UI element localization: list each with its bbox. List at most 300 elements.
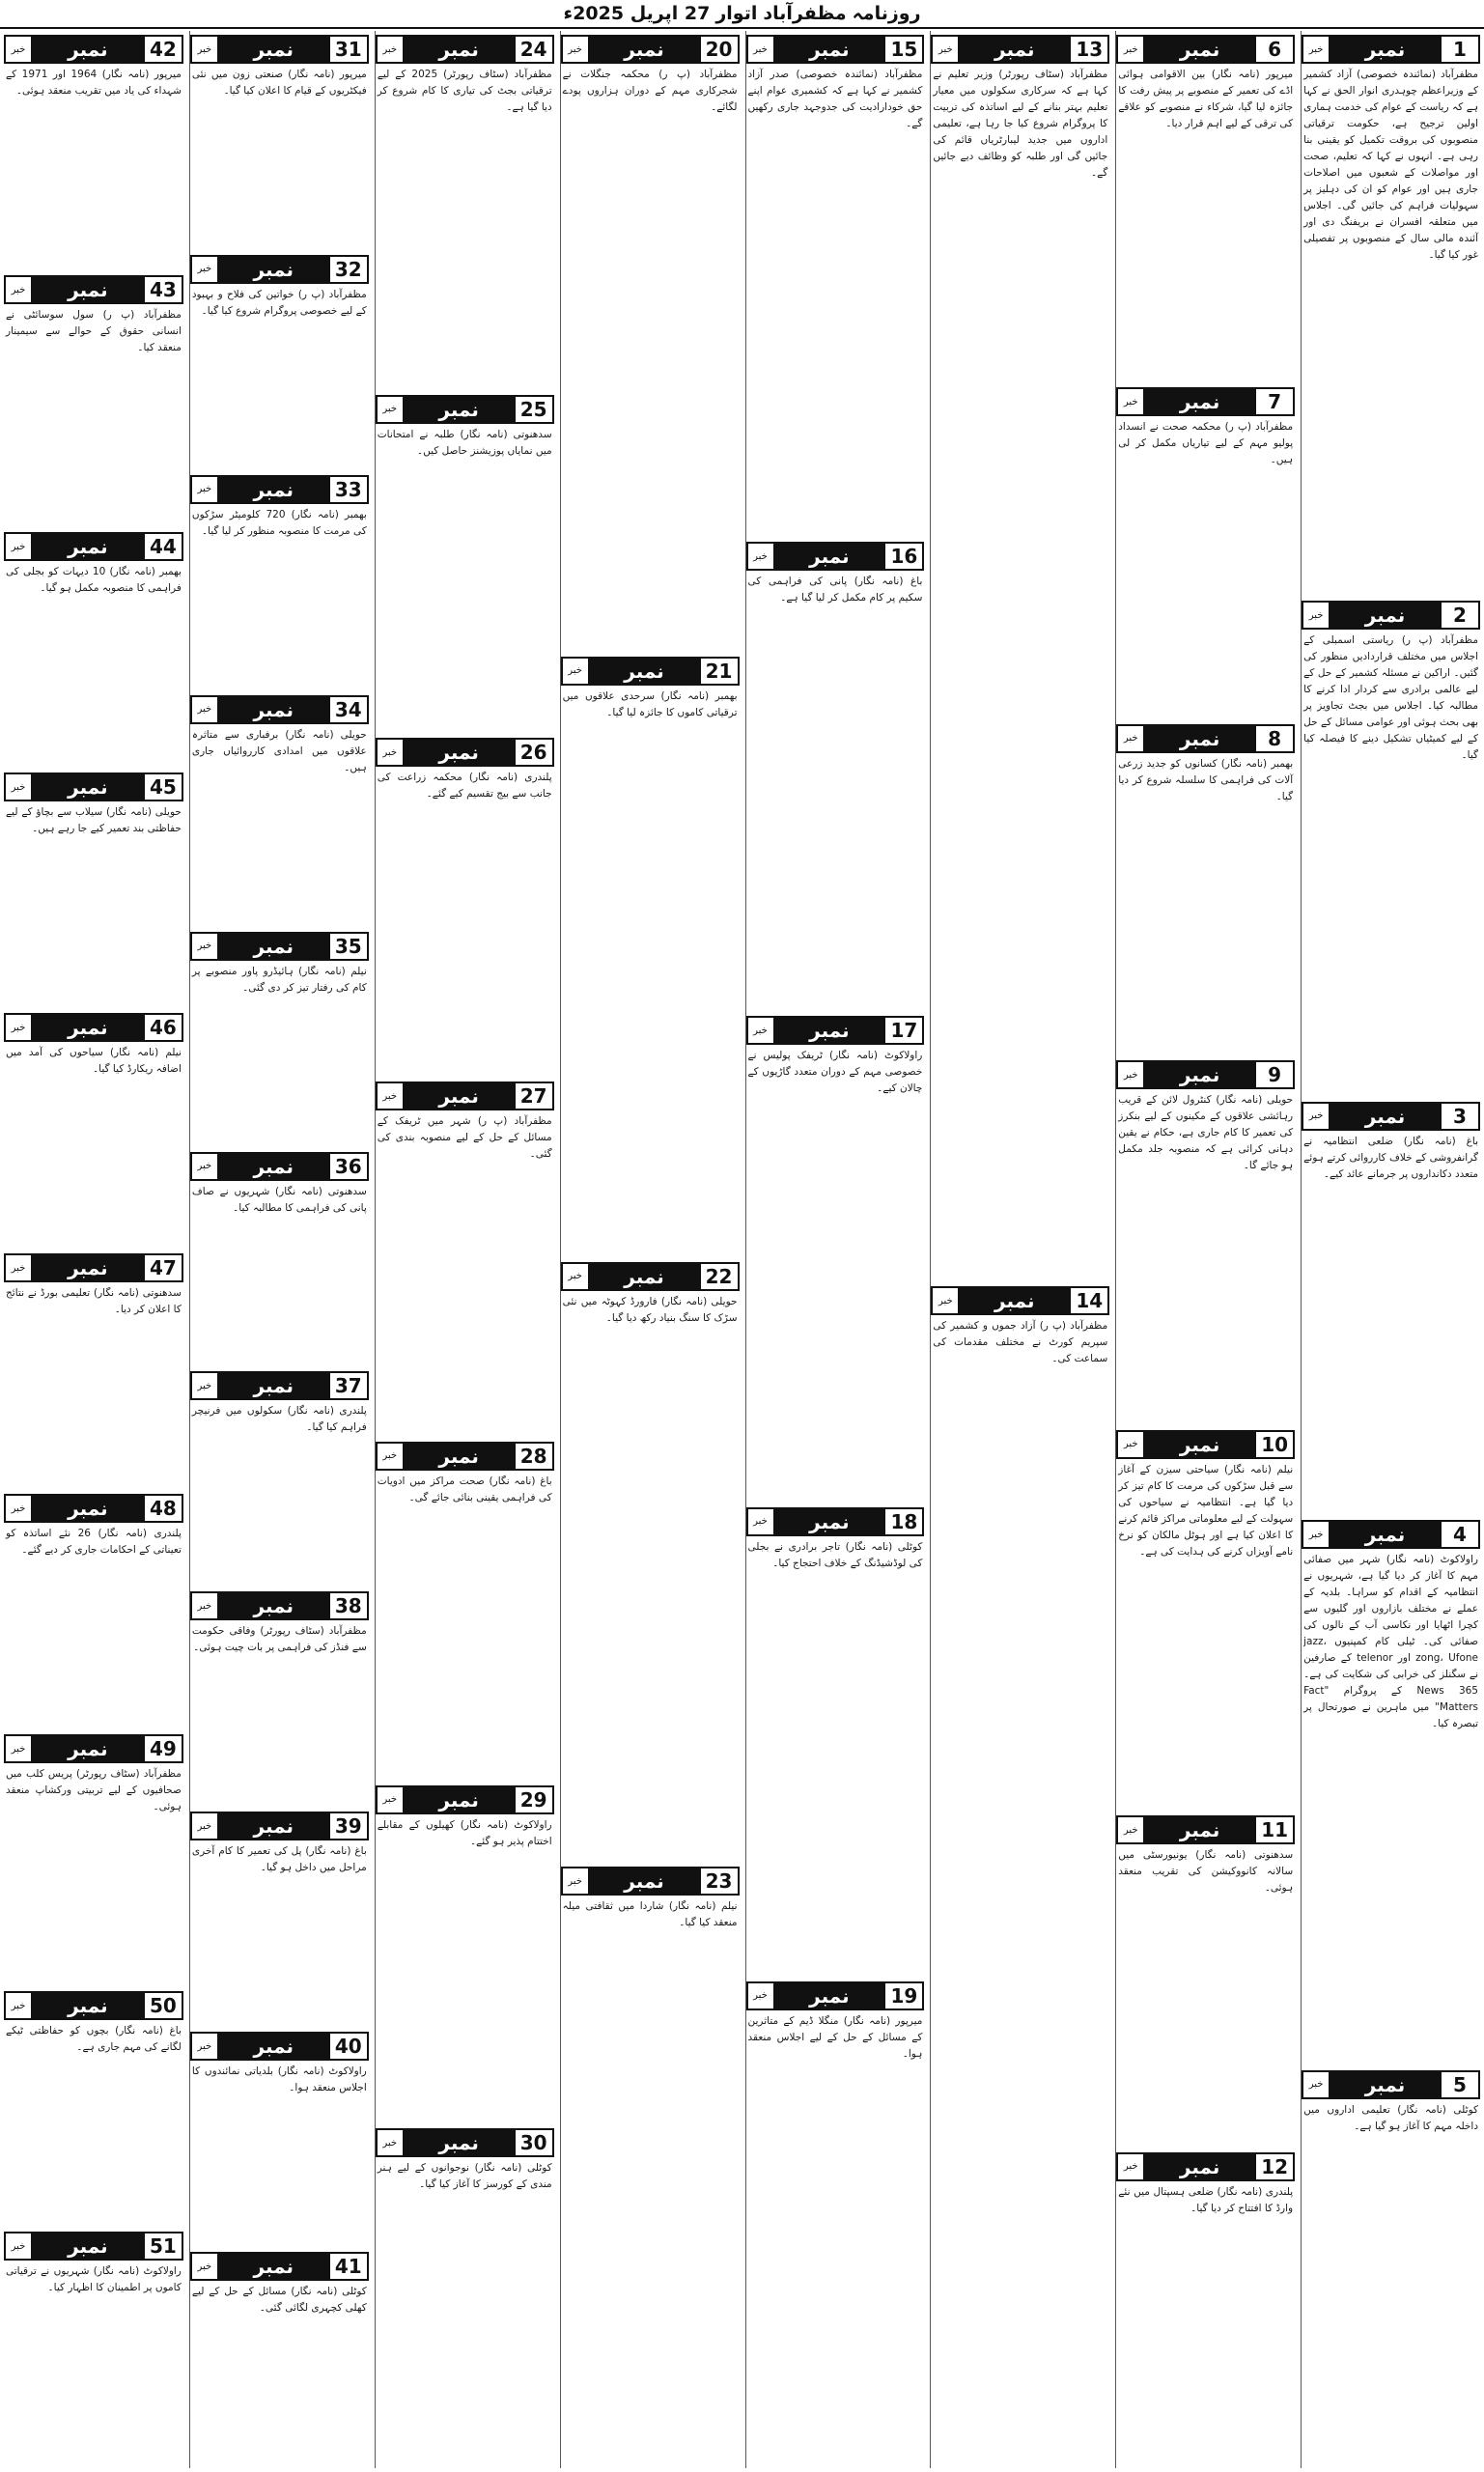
news-item-header [1302, 2070, 1480, 2099]
news-item-text: بھمبر (نامہ نگار) 720 کلومیٹر سڑکوں کی مرمت کا منصوبہ منظور کر لیا گیا۔ [191, 508, 367, 537]
news-column [1301, 31, 1480, 2468]
news-item-header [376, 2128, 554, 2157]
news-item-header [376, 1785, 554, 1814]
news-item-text: سدھنوتی (نامہ نگار) تعلیمی بورڈ نے نتائج کا اعلان کر دیا۔ [6, 1287, 182, 1315]
news-item-header [4, 275, 183, 304]
news-item-number: 37 [328, 1371, 369, 1400]
news-item-number: 40 [328, 2032, 369, 2061]
news-item-label: نمبر [253, 1594, 294, 1618]
news-item-tag: خبر [376, 1785, 405, 1814]
news-item-tag: خبر [376, 395, 405, 424]
news-item-text: پلندری (نامہ نگار) ضلعی ہسپتال میں نئے وارڈ کا افتتاح کر دیا گیا۔ [1118, 2185, 1294, 2214]
news-item-label: نمبر [253, 38, 294, 61]
news-item-text: میرپور (نامہ نگار) صنعتی زون میں نئی فیکٹریوں کے قیام کا اعلان کیا گیا۔ [191, 69, 367, 97]
news-columns [4, 31, 1480, 2468]
news-item [4, 1490, 183, 1730]
news-item-tag: خبر [931, 35, 960, 64]
news-item [190, 2248, 369, 2468]
news-item-label: نمبر [1179, 390, 1220, 414]
news-column [745, 31, 925, 2468]
news-item-text: حویلی (نامہ نگار) کنٹرول لائن کے قریب رہائشی علاقوں کے مکینوں کے لیے بنکرز کی تعمیر کا کام جاری ہے، حکام نے یقین دہانی کرائی ہے کہ منصوبہ جلد مکمل ہو جائے گا۔ [1118, 1094, 1294, 1172]
news-item-number: 29 [514, 1785, 554, 1814]
news-item-text: سدھنوتی (نامہ نگار) طلبہ نے امتحانات میں نمایاں پوزیشنز حاصل کیں۔ [377, 428, 552, 457]
news-column [4, 31, 183, 2468]
news-item-label: نمبر [1364, 2072, 1406, 2096]
news-item-header [4, 2232, 183, 2261]
news-item-number: 7 [1254, 387, 1295, 416]
news-item [4, 528, 183, 769]
news-item-number: 42 [143, 35, 183, 64]
news-item-number: 38 [328, 1591, 369, 1620]
news-item-text: میرپور (نامہ نگار) منگلا ڈیم کے متاثرین کے مسائل کے حل کے لیے اجلاس منعقد ہوا۔ [747, 2014, 923, 2060]
news-item-tag: خبر [190, 2252, 219, 2281]
news-item-tag: خبر [1302, 1520, 1330, 1549]
news-item-label: نمبر [1364, 1104, 1406, 1128]
news-item-number: 5 [1440, 2070, 1480, 2099]
news-item-label: نمبر [68, 1256, 108, 1279]
news-item-label: نمبر [438, 38, 479, 61]
news-item-label: نمبر [1179, 1063, 1220, 1087]
news-item-label: نمبر [253, 477, 294, 501]
news-item-label: نمبر [68, 775, 108, 799]
news-item-label: نمبر [253, 1154, 294, 1178]
news-item-text: پلندری (نامہ نگار) محکمہ زراعت کی جانب سے بیج تقسیم کیے گئے۔ [377, 772, 552, 801]
news-item-label: نمبر [809, 38, 850, 61]
news-item-header [931, 35, 1109, 64]
news-item-tag: خبر [1302, 1102, 1330, 1131]
news-item-header [190, 695, 369, 724]
news-item-number: 23 [699, 1867, 740, 1896]
news-item-header [4, 1494, 183, 1523]
news-item-text: باغ (نامہ نگار) بچوں کو حفاظتی ٹیکے لگانے کی مہم جاری ہے۔ [6, 2025, 182, 2053]
news-item-header [1116, 724, 1295, 753]
news-item [4, 769, 183, 1009]
news-item [746, 538, 925, 1012]
news-item-text: پلندری (نامہ نگار) 26 نئے اساتذہ کو تعیناتی کے احکامات جاری کر دیے گئے۔ [6, 1528, 182, 1556]
news-item-header [1116, 1060, 1295, 1089]
news-item [190, 251, 369, 471]
news-item-text: مظفرآباد (سٹاف رپورٹر) پریس کلب میں صحافیوں کے لیے تربیتی ورکشاپ منعقد ہوئی۔ [6, 1768, 182, 1812]
news-item-number: 26 [514, 738, 554, 767]
news-item-tag: خبر [561, 1867, 590, 1896]
news-item-header [561, 1262, 740, 1291]
news-item-tag: خبر [1116, 35, 1145, 64]
news-item-number: 4 [1440, 1520, 1480, 1549]
news-item-label: نمبر [624, 38, 664, 61]
masthead-title: مظفرآباد [763, 3, 847, 24]
news-item-number: 2 [1440, 601, 1480, 630]
news-item [190, 928, 369, 1148]
news-item [376, 2124, 554, 2468]
news-item-text: راولاکوٹ (نامہ نگار) ٹریفک پولیس نے خصوصی مہم کے دوران متعدد گاڑیوں کے چالان کیے۔ [747, 1050, 923, 1095]
news-item-header [376, 1082, 554, 1110]
news-item-tag: خبر [190, 1371, 219, 1400]
news-item-number: 10 [1254, 1430, 1295, 1459]
news-item [746, 1503, 925, 1978]
news-item-header [1116, 1430, 1295, 1459]
news-item-label: نمبر [68, 535, 108, 558]
masthead-paper: روزنامہ [852, 3, 921, 24]
news-item [4, 271, 183, 528]
news-item-number: 25 [514, 395, 554, 424]
news-item-tag: خبر [746, 35, 775, 64]
news-item-number: 3 [1440, 1102, 1480, 1131]
news-item-number: 20 [699, 35, 740, 64]
news-item-number: 9 [1254, 1060, 1295, 1089]
news-item-label: نمبر [68, 38, 108, 61]
news-item-label: نمبر [1364, 604, 1406, 628]
news-item-number: 15 [883, 35, 924, 64]
news-item-header [190, 255, 369, 284]
news-item-label: نمبر [253, 257, 294, 281]
news-item-number: 31 [328, 35, 369, 64]
news-item-header [1302, 1520, 1480, 1549]
news-item-number: 19 [883, 1981, 924, 2010]
news-item-tag: خبر [1302, 35, 1330, 64]
news-item-tag: خبر [4, 1494, 33, 1523]
news-item-number: 16 [883, 542, 924, 571]
news-item-tag: خبر [190, 695, 219, 724]
news-item-text: نیلم (نامہ نگار) سیاحتی سیزن کے آغاز سے قبل سڑکوں کی مرمت کا کام تیز کر دیا گیا ہے۔ انتظامیہ نے سیاحوں کی سہولت کے لیے معلوماتی مراکز قائم کرنے کا اعلان کیا ہے اور ہوٹل مالکان کو نرخ نامے آویزاں کرنے کی ہدایت کی ہے۔ [1118, 1463, 1294, 1558]
news-item [190, 31, 369, 251]
news-item-header [4, 35, 183, 64]
news-item-text: مظفرآباد (پ ر) شہر میں ٹریفک کے مسائل کے حل کے لیے منصوبہ بندی کی گئی۔ [377, 1115, 552, 1161]
news-item-label: نمبر [1179, 38, 1220, 61]
news-item [1302, 31, 1480, 597]
news-item-label: نمبر [1364, 1523, 1406, 1547]
news-item [1302, 1516, 1480, 2065]
news-item [1302, 597, 1480, 1097]
news-item-label: نمبر [438, 1444, 479, 1468]
news-item [190, 471, 369, 691]
news-item-label: نمبر [438, 1787, 479, 1812]
news-item-text: میرپور (نامہ نگار) 1964 اور 1971 کے شہداء کی یاد میں تقریب منعقد ہوئی۔ [6, 69, 182, 97]
news-item-tag: خبر [190, 35, 219, 64]
news-item [1302, 2066, 1480, 2468]
news-item-label: نمبر [1179, 1432, 1220, 1456]
news-item-number: 48 [143, 1494, 183, 1523]
news-item-header [376, 395, 554, 424]
news-item-label: نمبر [809, 1509, 850, 1533]
news-item-label: نمبر [68, 278, 108, 301]
news-item [190, 2028, 369, 2248]
news-item-tag: خبر [4, 1013, 33, 1042]
news-item-label: نمبر [438, 741, 479, 765]
news-item-tag: خبر [1116, 724, 1145, 753]
news-item-header [1116, 387, 1295, 416]
news-item-text: نیلم (نامہ نگار) ہائیڈرو پاور منصوبے پر کام کی رفتار تیز کر دی گئی۔ [191, 965, 367, 994]
news-item-tag: خبر [376, 35, 405, 64]
news-item [376, 1782, 554, 2125]
news-item-number: 24 [514, 35, 554, 64]
news-item-tag: خبر [190, 1152, 219, 1181]
news-item-text: کوٹلی (نامہ نگار) مسائل کے حل کے لیے کھلی کچہری لگائی گئی۔ [191, 2286, 367, 2315]
news-item-tag: خبر [190, 1591, 219, 1620]
news-item [746, 1012, 925, 1503]
news-item-label: نمبر [253, 697, 294, 721]
news-item-label: نمبر [253, 934, 294, 958]
news-item-label: نمبر [809, 545, 850, 569]
news-item-tag: خبر [190, 255, 219, 284]
news-item-number: 41 [328, 2252, 369, 2281]
news-item-text: سدھنوتی (نامہ نگار) شہریوں نے صاف پانی کی فراہمی کا مطالبہ کیا۔ [191, 1185, 367, 1214]
news-item-text: مظفرآباد (پ ر) آزاد جموں و کشمیر کی سپریم کورٹ نے مختلف مقدمات کی سماعت کی۔ [933, 1320, 1108, 1364]
news-item-text: مظفرآباد (پ ر) سول سوسائٹی نے انسانی حقوق کے حوالے سے سیمینار منعقد کیا۔ [6, 309, 182, 353]
news-item-number: 45 [143, 772, 183, 801]
news-item-header [190, 2252, 369, 2281]
masthead [0, 0, 1484, 29]
news-item-number: 6 [1254, 35, 1295, 64]
news-item-header [561, 657, 740, 686]
news-item-text: باغ (نامہ نگار) پل کی تعمیر کا کام آخری مراحل میں داخل ہو گیا۔ [191, 1845, 367, 1874]
news-item [4, 1730, 183, 1987]
news-item-text: نیلم (نامہ نگار) شاردا میں ثقافتی میلہ منعقد کیا گیا۔ [562, 1900, 738, 1929]
news-item-text: مظفرآباد (پ ر) ریاستی اسمبلی کے اجلاس میں مختلف قراردادیں منظور کی گئیں۔ اراکین نے مسئلہ کشمیر کے حل کے لیے عالمی برادری سے کردار ادا کرنے کا مطالبہ کیا۔ اجلاس میں بجٹ تجاویز پر بھی بحث ہوئی اور عوامی مسائل کے حل کے لیے کمیٹیاں تشکیل دینے کا فیصلہ کیا گیا۔ [1303, 634, 1478, 762]
news-item [190, 1367, 369, 1587]
news-item-number: 13 [1069, 35, 1109, 64]
news-item-header [190, 2032, 369, 2061]
news-item-tag: خبر [190, 1812, 219, 1840]
news-item-header [746, 1016, 925, 1045]
news-item-text: راولاکوٹ (نامہ نگار) شہر میں صفائی مہم کا آغاز کر دیا گیا ہے، شہریوں نے انتظامیہ کے اقدام کو سراہا۔ بلدیہ کے عملے نے مختلف بازاروں اور گلیوں سے کچرا اٹھایا اور نکاسی آب کے نالوں کی صفائی کی۔ ٹیلی کام کمپنیوں jazz، zong، Ufone اور telenor کے صارفین نے سگنلز کی خرابی کی شکایت کی ہے۔ News 365 کے پروگرام "Fact Matters" میں ماہرین نے صورتحال پر تبصرہ کیا۔ [1303, 1554, 1478, 1730]
news-item-label: نمبر [438, 1084, 479, 1109]
news-item-text: مظفرآباد (نمائندہ خصوصی) آزاد کشمیر کے وزیراعظم چوہدری انوار الحق نے کہا ہے کہ ریاست کے عوام کی خدمت ہماری اولین ترجیح ہے، حکومت ترقیاتی منصوبوں کی بروقت تکمیل کو یقینی بنا رہی ہے۔ انہوں نے کہا کہ تعلیم، صحت اور مواصلات کے شعبوں میں اصلاحات جاری ہیں اور عوام کو ان کی دہلیز پر سہولیات فراہم کی جائیں گی۔ اجلاس میں متعلقہ افسران نے بریفنگ دی اور آئندہ مالی سال کے منصوبوں پر تفصیلی غور کیا گیا۔ [1303, 69, 1478, 261]
news-column [375, 31, 554, 2468]
news-item [561, 1258, 740, 1864]
news-item-text: مظفرآباد (پ ر) محکمہ صحت نے انسداد پولیو مہم کے لیے تیاریاں مکمل کر لی ہیں۔ [1118, 421, 1294, 466]
news-item [4, 2228, 183, 2468]
news-item-text: حویلی (نامہ نگار) برفباری سے متاثرہ علاقوں میں امدادی کارروائیاں جاری ہیں۔ [191, 728, 367, 773]
news-item [561, 1863, 740, 2468]
news-item-label: نمبر [68, 1497, 108, 1520]
news-item-number: 49 [143, 1734, 183, 1763]
news-item-number: 1 [1440, 35, 1480, 64]
news-item [561, 653, 740, 1258]
news-item [4, 1250, 183, 1490]
news-item [190, 1587, 369, 1808]
news-item-number: 46 [143, 1013, 183, 1042]
news-item-label: نمبر [624, 659, 664, 683]
news-item [376, 391, 554, 735]
news-item-text: مظفرآباد (سٹاف رپورٹر) وزیر تعلیم نے کہا ہے کہ سرکاری سکولوں میں معیار تعلیم بہتر بنانے کے لیے اساتذہ کی تربیت کا پروگرام شروع کیا جا رہا ہے، تعلیمی اداروں میں جدید لیبارٹریاں قائم کی جائیں گی اور طلبہ کو وظائف دیے جائیں گے۔ [933, 69, 1108, 179]
news-item-header [1116, 1815, 1295, 1844]
news-item-text: راولاکوٹ (نامہ نگار) شہریوں نے ترقیاتی کاموں پر اطمینان کا اظہار کیا۔ [6, 2265, 182, 2293]
news-item-label: نمبر [624, 1264, 664, 1288]
news-item-text: بھمبر (نامہ نگار) 10 دیہات کو بجلی کی فراہمی کا منصوبہ مکمل ہو گیا۔ [6, 566, 182, 594]
news-item-label: نمبر [438, 397, 479, 421]
news-item-text: کوٹلی (نامہ نگار) تعلیمی اداروں میں داخلہ مہم کا آغاز ہو گیا ہے۔ [1303, 2103, 1478, 2132]
news-item-header [190, 475, 369, 504]
news-item [1116, 720, 1295, 1056]
news-item-text: مظفرآباد (سٹاف رپورٹر) وفاقی حکومت سے فنڈز کی فراہمی پر بات چیت ہوئی۔ [191, 1625, 367, 1654]
news-item-header [376, 738, 554, 767]
news-item-number: 8 [1254, 724, 1295, 753]
news-item-number: 44 [143, 532, 183, 561]
news-item-tag: خبر [1116, 1430, 1145, 1459]
news-item-text: راولاکوٹ (نامہ نگار) بلدیاتی نمائندوں کا اجلاس منعقد ہوا۔ [191, 2065, 367, 2094]
news-item [376, 1438, 554, 1782]
news-item [746, 1978, 925, 2468]
news-item-header [4, 1013, 183, 1042]
news-item-number: 17 [883, 1016, 924, 1045]
news-item-header [4, 1991, 183, 2020]
news-item-tag: خبر [376, 738, 405, 767]
news-column [189, 31, 369, 2468]
news-item-header [746, 542, 925, 571]
news-item-label: نمبر [68, 1994, 108, 2017]
news-item [4, 1987, 183, 2228]
news-item-tag: خبر [746, 1981, 775, 2010]
news-item-label: نمبر [624, 1869, 664, 1894]
news-item-text: بھمبر (نامہ نگار) سرحدی علاقوں میں ترقیاتی کاموں کا جائزہ لیا گیا۔ [562, 689, 738, 718]
news-item-number: 30 [514, 2128, 554, 2157]
news-item-header [1302, 1102, 1480, 1131]
news-item [746, 31, 925, 538]
news-item-header [4, 1734, 183, 1763]
news-item-label: نمبر [809, 1983, 850, 2008]
news-item-tag: خبر [561, 657, 590, 686]
news-item-label: نمبر [1179, 2154, 1220, 2178]
news-item-tag: خبر [1116, 1815, 1145, 1844]
news-item-tag: خبر [376, 2128, 405, 2157]
news-item-header [190, 1371, 369, 1400]
news-item-number: 11 [1254, 1815, 1295, 1844]
news-item-tag: خبر [376, 1442, 405, 1471]
news-item-header [376, 1442, 554, 1471]
news-item [1116, 31, 1295, 383]
news-item-tag: خبر [1302, 601, 1330, 630]
news-item-text: سدھنوتی (نامہ نگار) یونیورسٹی میں سالانہ کانووکیشن کی تقریب منعقد ہوئی۔ [1118, 1849, 1294, 1895]
news-item-label: نمبر [1179, 726, 1220, 750]
news-item-text: مظفرآباد (نمائندہ خصوصی) صدر آزاد کشمیر نے کہا ہے کہ کشمیری عوام اپنے حق خودارادیت کی جدوجہد جاری رکھیں گے۔ [747, 69, 923, 129]
news-item-tag: خبر [4, 1734, 33, 1763]
news-item-header [746, 1981, 925, 2010]
news-item-label: نمبر [994, 1289, 1035, 1312]
news-item [561, 31, 740, 653]
news-item-header [4, 772, 183, 801]
news-item-text: حویلی (نامہ نگار) فارورڈ کہوٹہ میں نئی سڑک کا سنگ بنیاد رکھ دیا گیا۔ [562, 1295, 738, 1324]
news-item-header [931, 1286, 1109, 1315]
news-item-header [1116, 35, 1295, 64]
news-item-number: 12 [1254, 2152, 1295, 2181]
news-item-number: 50 [143, 1991, 183, 2020]
news-item-text: باغ (نامہ نگار) صحت مراکز میں ادویات کی فراہمی یقینی بنائی جائے گی۔ [377, 1475, 552, 1503]
news-item-number: 34 [328, 695, 369, 724]
news-item-text: مظفرآباد (پ ر) محکمہ جنگلات نے شجرکاری مہم کے دوران ہزاروں پودے لگائے۔ [562, 69, 738, 113]
news-item [376, 734, 554, 1078]
news-item-tag: خبر [190, 475, 219, 504]
news-item-label: نمبر [253, 1814, 294, 1839]
news-item-header [1302, 601, 1480, 630]
news-item-tag: خبر [4, 1253, 33, 1282]
news-item-tag: خبر [561, 35, 590, 64]
news-item-number: 28 [514, 1442, 554, 1471]
news-item-text: مظفرآباد (پ ر) خواتین کی فلاح و بہبود کے لیے خصوصی پروگرام شروع کیا گیا۔ [191, 288, 367, 317]
news-item-text: نیلم (نامہ نگار) سیاحوں کی آمد میں اضافہ ریکارڈ کیا گیا۔ [6, 1047, 182, 1075]
news-item-header [190, 1152, 369, 1181]
news-item-header [561, 35, 740, 64]
news-item-header [1116, 2152, 1295, 2181]
news-item [190, 691, 369, 928]
news-item-text: باغ (نامہ نگار) ضلعی انتظامیہ نے گرانفروشی کے خلاف کارروائی کرتے ہوئے متعدد دکانداروں پر جرمانے عائد کیے۔ [1303, 1135, 1478, 1180]
news-item-tag: خبر [376, 1082, 405, 1110]
news-item-tag: خبر [1116, 1060, 1145, 1089]
news-item-tag: خبر [190, 2032, 219, 2061]
news-item-tag: خبر [1116, 2152, 1145, 2181]
news-item-header [190, 1812, 369, 1840]
news-item-label: نمبر [68, 2234, 108, 2258]
news-item-header [376, 35, 554, 64]
news-item-text: کوٹلی (نامہ نگار) تاجر برادری نے بجلی کی لوڈشیڈنگ کے خلاف احتجاج کیا۔ [747, 1540, 923, 1569]
news-item-tag: خبر [746, 1016, 775, 1045]
news-item-label: نمبر [1364, 38, 1406, 61]
news-item-text: میرپور (نامہ نگار) بین الاقوامی ہوائی اڈے کی تعمیر کے منصوبے پر پیش رفت کا جائزہ لیا گیا، شرکاء نے منصوبے کو علاقے کی ترقی کے لیے اہم قرار دیا۔ [1118, 69, 1294, 129]
news-item-header [1302, 35, 1480, 64]
news-item-tag: خبر [4, 2232, 33, 2261]
news-item-header [190, 932, 369, 961]
news-item-number: 18 [883, 1507, 924, 1536]
news-item [931, 31, 1109, 1282]
news-item [931, 1282, 1109, 2468]
news-item-header [561, 1867, 740, 1896]
news-item [1116, 2149, 1295, 2468]
news-item-tag: خبر [746, 542, 775, 571]
news-item-tag: خبر [4, 35, 33, 64]
news-item-number: 35 [328, 932, 369, 961]
news-item-text: راولاکوٹ (نامہ نگار) کھیلوں کے مقابلے اختتام پذیر ہو گئے۔ [377, 1818, 552, 1847]
news-item-header [746, 1507, 925, 1536]
news-item-tag: خبر [931, 1286, 960, 1315]
news-item-label: نمبر [994, 38, 1035, 61]
news-item-text: باغ (نامہ نگار) پانی کی فراہمی کی سکیم پر کام مکمل کر لیا گیا ہے۔ [747, 576, 923, 604]
news-item-text: کوٹلی (نامہ نگار) نوجوانوں کے لیے ہنر مندی کے کورسز کا آغاز کیا گیا۔ [377, 2162, 552, 2191]
news-item-label: نمبر [68, 1737, 108, 1760]
news-item-label: نمبر [253, 1374, 294, 1398]
news-column [560, 31, 740, 2468]
news-item-number: 21 [699, 657, 740, 686]
news-item [190, 1148, 369, 1368]
news-item-label: نمبر [1179, 1818, 1220, 1842]
news-item-number: 51 [143, 2232, 183, 2261]
news-item-tag: خبر [1302, 2070, 1330, 2099]
news-item-number: 32 [328, 255, 369, 284]
news-item [376, 31, 554, 391]
news-item-number: 39 [328, 1812, 369, 1840]
news-item-tag: خبر [4, 532, 33, 561]
news-item-header [190, 35, 369, 64]
news-item [1302, 1098, 1480, 1516]
news-item-tag: خبر [4, 275, 33, 304]
news-item [4, 31, 183, 271]
news-item-header [190, 1591, 369, 1620]
news-item-number: 33 [328, 475, 369, 504]
news-item [1116, 1812, 1295, 2148]
news-item-text: بھمبر (نامہ نگار) کسانوں کو جدید زرعی آلات کی فراہمی کا سلسلہ شروع کر دیا گیا۔ [1118, 757, 1294, 802]
news-item-header [746, 35, 925, 64]
news-item-label: نمبر [253, 2035, 294, 2059]
news-item-number: 14 [1069, 1286, 1109, 1315]
masthead-day: اتوار [715, 3, 758, 24]
news-item-text: مظفرآباد (سٹاف رپورٹر) 2025 کے لیے ترقیاتی بجٹ کی تیاری کا کام شروع کر دیا گیا ہے۔ [377, 69, 552, 113]
news-item-tag: خبر [190, 932, 219, 961]
news-item-label: نمبر [809, 1019, 850, 1043]
news-item-number: 47 [143, 1253, 183, 1282]
news-item [376, 1078, 554, 1438]
news-item [1116, 383, 1295, 719]
news-item-tag: خبر [1116, 387, 1145, 416]
news-item-label: نمبر [68, 1016, 108, 1039]
news-item [190, 1808, 369, 2028]
